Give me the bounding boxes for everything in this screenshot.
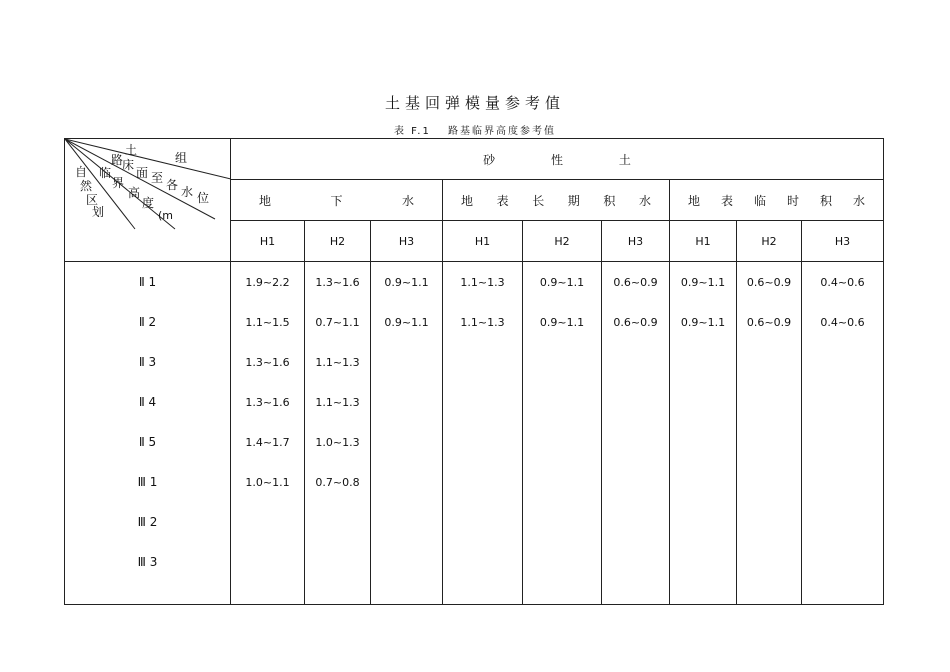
soil-char: 性 [551, 152, 564, 167]
value-cell [443, 382, 523, 422]
value-cell: 1.1~1.3 [443, 302, 523, 342]
value-cell [443, 422, 523, 462]
condition-char: 临 [754, 193, 767, 208]
diag-label-tu: 土 [125, 143, 138, 157]
condition-temporary-surface-water [670, 180, 884, 221]
value-cell: 1.3~1.6 [231, 342, 305, 382]
table-row [65, 302, 884, 342]
diag-label-lin: 临 [99, 166, 112, 180]
table-row [65, 502, 884, 542]
condition-char: 地 [461, 193, 474, 208]
subcolumn-header: H3 [371, 221, 443, 262]
condition-char: 地 [688, 193, 701, 208]
soil-char: 砂 [483, 152, 496, 167]
table-row [65, 342, 884, 382]
value-cell [443, 542, 523, 582]
diag-label-zhi: 至 [151, 171, 164, 185]
value-cell [305, 502, 371, 542]
subcolumn-header: H3 [602, 221, 670, 262]
value-cell [523, 422, 602, 462]
condition-char: 积 [603, 193, 616, 208]
diag-label-mian: 面 [136, 166, 149, 180]
value-cell [443, 462, 523, 502]
value-cell: 1.1~1.3 [305, 382, 371, 422]
condition-char: 表 [496, 193, 509, 208]
soil-char: 土 [618, 152, 631, 167]
value-cell [670, 542, 737, 582]
value-cell [371, 542, 443, 582]
value-cell [371, 502, 443, 542]
value-cell [737, 422, 802, 462]
value-cell [523, 462, 602, 502]
value-cell [802, 542, 884, 582]
diag-label-ge: 各 [166, 178, 179, 192]
value-cell: 1.0~1.1 [231, 462, 305, 502]
diag-label-shui: 水 [181, 185, 194, 199]
value-cell [802, 502, 884, 542]
region-cell: Ⅱ 2 [65, 302, 231, 342]
value-cell [737, 382, 802, 422]
page-title: 土基回弹模量参考值 [384, 94, 565, 112]
empty-cell [371, 582, 443, 605]
region-cell: Ⅲ 3 [65, 542, 231, 582]
diag-label-hua: 划 [92, 205, 105, 219]
subcolumn-header: H2 [523, 221, 602, 262]
region-cell: Ⅲ 1 [65, 462, 231, 502]
value-cell [737, 542, 802, 582]
value-cell: 0.6~0.9 [737, 262, 802, 303]
value-cell [443, 342, 523, 382]
empty-cell [305, 582, 371, 605]
soil-group-header [231, 139, 884, 180]
value-cell [802, 462, 884, 502]
region-cell: Ⅱ 3 [65, 342, 231, 382]
diag-label-jie: 界 [112, 176, 125, 190]
critical-height-table [64, 138, 884, 605]
value-cell: 1.1~1.5 [231, 302, 305, 342]
value-cell [602, 342, 670, 382]
diag-label-du: 度 [142, 196, 155, 210]
subcolumn-header: H3 [802, 221, 884, 262]
empty-cell [65, 582, 231, 605]
empty-cell [523, 582, 602, 605]
value-cell: 1.1~1.3 [305, 342, 371, 382]
subcolumn-header: H2 [737, 221, 802, 262]
region-cell: Ⅱ 1 [65, 262, 231, 303]
value-cell [670, 502, 737, 542]
condition-char: 水 [853, 193, 866, 208]
condition-char: 长 [532, 193, 545, 208]
value-cell [443, 502, 523, 542]
table-footer-spacer [65, 582, 884, 605]
condition-char: 期 [567, 193, 580, 208]
value-cell [802, 382, 884, 422]
empty-cell [443, 582, 523, 605]
condition-long-term-surface-water [443, 180, 670, 221]
value-cell [737, 462, 802, 502]
value-cell [523, 342, 602, 382]
value-cell: 0.4~0.6 [802, 302, 884, 342]
diag-label-ran: 然 [80, 179, 93, 193]
value-cell [371, 382, 443, 422]
value-cell [602, 542, 670, 582]
value-cell [602, 382, 670, 422]
value-cell [231, 542, 305, 582]
region-cell: Ⅱ 4 [65, 382, 231, 422]
value-cell [523, 382, 602, 422]
table-row [65, 382, 884, 422]
value-cell [802, 342, 884, 382]
value-cell: 1.3~1.6 [231, 382, 305, 422]
subcolumn-header: H1 [670, 221, 737, 262]
table-caption: 表 F.1 路基临界高度参考值 [393, 126, 557, 137]
value-cell: 0.6~0.9 [602, 302, 670, 342]
value-cell [602, 422, 670, 462]
diag-label-zi: 自 [75, 165, 88, 179]
diag-label-lu: 路 [111, 153, 124, 167]
condition-char: 水 [638, 193, 651, 208]
value-cell [523, 542, 602, 582]
value-cell: 0.6~0.9 [602, 262, 670, 303]
value-cell: 1.1~1.3 [443, 262, 523, 303]
value-cell [371, 422, 443, 462]
value-cell: 0.7~0.8 [305, 462, 371, 502]
empty-cell [737, 582, 802, 605]
value-cell: 1.3~1.6 [305, 262, 371, 303]
value-cell [670, 342, 737, 382]
value-cell: 0.7~1.1 [305, 302, 371, 342]
value-cell [670, 382, 737, 422]
value-cell [670, 462, 737, 502]
value-cell [670, 422, 737, 462]
value-cell: 0.9~1.1 [523, 302, 602, 342]
condition-char: 时 [787, 193, 800, 208]
value-cell: 1.4~1.7 [231, 422, 305, 462]
table-row [65, 462, 884, 502]
table-row [65, 422, 884, 462]
value-cell [802, 422, 884, 462]
value-cell [523, 502, 602, 542]
value-cell: 0.4~0.6 [802, 262, 884, 303]
diag-label-unit: (m [158, 209, 174, 222]
condition-char: 水 [401, 193, 414, 208]
value-cell [305, 542, 371, 582]
empty-cell [670, 582, 737, 605]
diag-label-chuang: 床 [122, 158, 135, 172]
value-cell [602, 462, 670, 502]
value-cell [737, 502, 802, 542]
condition-char: 地 [259, 193, 272, 208]
value-cell: 0.9~1.1 [670, 262, 737, 303]
empty-cell [802, 582, 884, 605]
subcolumn-header: H1 [443, 221, 523, 262]
diag-label-wei: 位 [197, 191, 210, 205]
region-cell: Ⅱ 5 [65, 422, 231, 462]
value-cell: 0.6~0.9 [737, 302, 802, 342]
value-cell: 0.9~1.1 [371, 262, 443, 303]
value-cell: 0.9~1.1 [523, 262, 602, 303]
diag-label-gao: 高 [128, 186, 141, 200]
table-row [65, 542, 884, 582]
value-cell [602, 502, 670, 542]
value-cell [371, 462, 443, 502]
condition-char: 积 [820, 193, 833, 208]
condition-char: 下 [330, 193, 343, 208]
diagonal-header-cell [65, 139, 231, 262]
region-cell: Ⅲ 2 [65, 502, 231, 542]
value-cell: 0.9~1.1 [371, 302, 443, 342]
table-row [65, 262, 884, 303]
table-body [65, 262, 884, 605]
value-cell: 1.0~1.3 [305, 422, 371, 462]
empty-cell [602, 582, 670, 605]
value-cell [371, 342, 443, 382]
value-cell: 0.9~1.1 [670, 302, 737, 342]
condition-groundwater [231, 180, 443, 221]
empty-cell [231, 582, 305, 605]
value-cell: 1.9~2.2 [231, 262, 305, 303]
subcolumn-header: H1 [231, 221, 305, 262]
diag-label-zu: 组 [175, 151, 188, 165]
condition-char: 表 [721, 193, 734, 208]
subcolumn-header: H2 [305, 221, 371, 262]
value-cell [737, 342, 802, 382]
value-cell [231, 502, 305, 542]
diag-label-qu: 区 [86, 193, 99, 207]
